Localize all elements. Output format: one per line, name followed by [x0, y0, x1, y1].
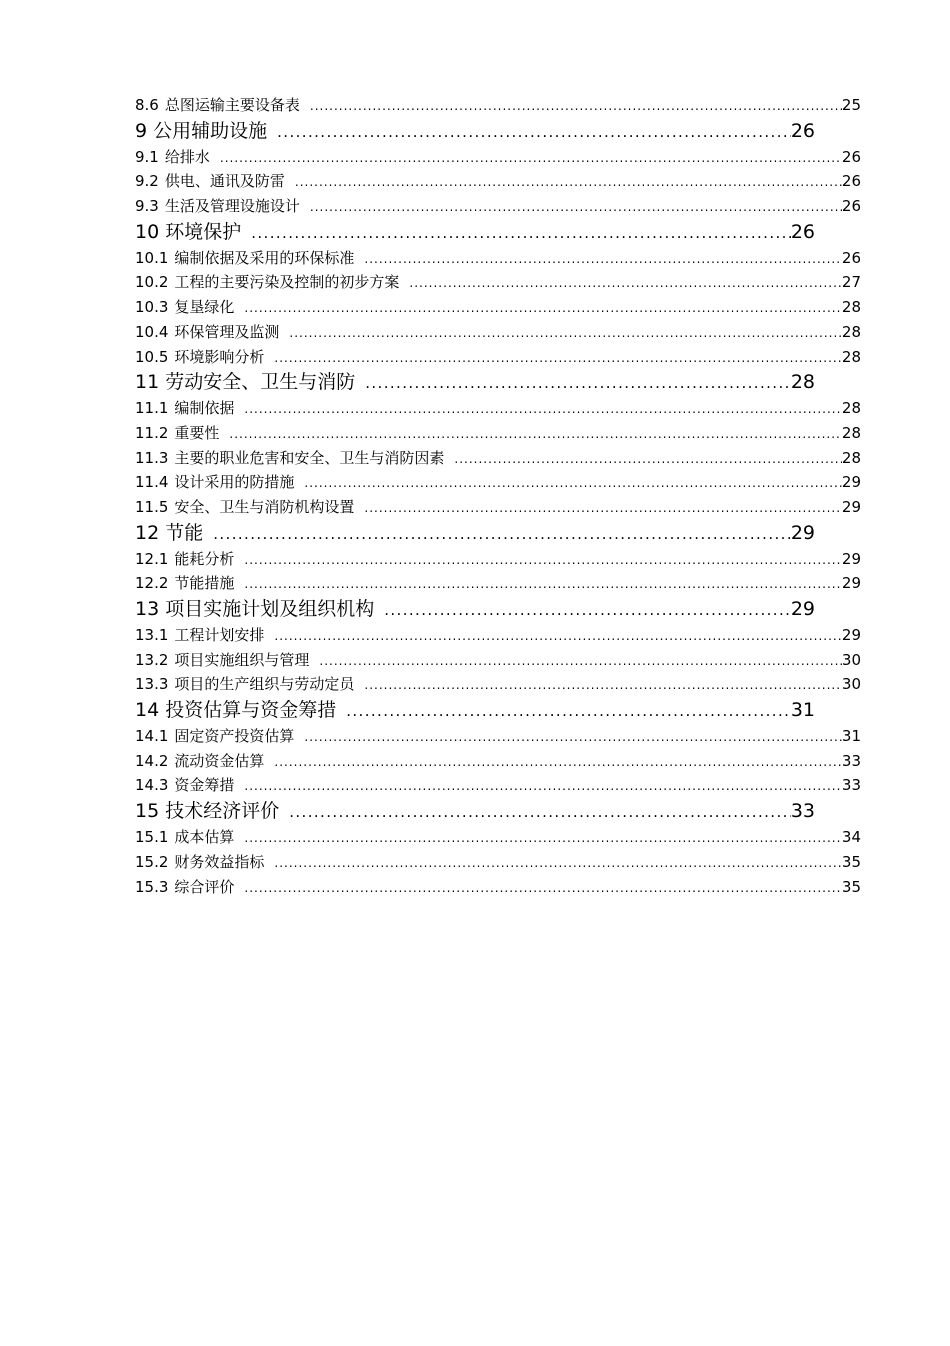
toc-entry-title: 环境影响分析: [174, 347, 265, 366]
toc-entry-title: 环保管理及监测: [174, 322, 280, 341]
toc-entry[interactable]: [135, 295, 861, 320]
toc-entry-page: 35: [841, 852, 861, 871]
toc-entry-number: 10.4: [135, 322, 169, 341]
toc-chapter-title: 节能: [165, 521, 204, 544]
toc-entry-title: 工程计划安排: [174, 626, 265, 644]
toc-entry-page: 29: [841, 497, 861, 516]
toc-entry-page: 28: [841, 322, 861, 341]
toc-entry[interactable]: [135, 495, 861, 520]
toc-entry-number: 11.3: [135, 448, 169, 467]
toc-entry-page: 29: [841, 473, 861, 492]
toc-chapter-page: 26: [790, 220, 815, 243]
toc-chapter-number: 14: [135, 699, 160, 722]
toc-leader-dots: [364, 673, 841, 698]
toc-entry-page: 28: [841, 448, 861, 467]
toc-entry[interactable]: [135, 270, 861, 295]
toc-entry-page: 29: [841, 574, 861, 593]
toc-leader-dots: [304, 471, 841, 496]
toc-entry-number: 15.1: [135, 828, 169, 847]
toc-chapter-entry[interactable]: [135, 118, 815, 145]
toc-entry-page: 35: [841, 877, 861, 896]
toc-leader-dots: [244, 826, 841, 851]
toc-entry-title: 供电、通讯及防雷: [164, 172, 285, 191]
toc-entry-title: 财务效益指标: [174, 852, 265, 871]
toc-entry-number: 11.5: [135, 497, 169, 516]
toc-entry-page: 29: [841, 549, 861, 568]
toc-chapter-page: 31: [790, 699, 815, 722]
toc-entry-number: 13.1: [135, 626, 169, 644]
toc-entry-number: 9.1: [135, 147, 159, 166]
toc-leader-dots: [365, 370, 791, 397]
toc-entry-title: 综合评价: [174, 877, 235, 896]
table-of-contents: [135, 93, 861, 899]
toc-entry-page: 27: [841, 273, 861, 292]
toc-entry[interactable]: [135, 345, 861, 370]
toc-leader-dots: [274, 346, 841, 371]
toc-entry-number: 10.2: [135, 273, 169, 292]
toc-entry-number: 13.3: [135, 675, 169, 694]
toc-entry-number: 9.3: [135, 197, 159, 216]
toc-entry-page: 28: [841, 298, 861, 317]
toc-entry-number: 15.2: [135, 852, 169, 871]
toc-leader-dots: [346, 698, 791, 725]
toc-leader-dots: [244, 397, 841, 422]
toc-leader-dots: [454, 447, 841, 472]
toc-entry[interactable]: [135, 724, 861, 749]
toc-entry-title: 安全、卫生与消防机构设置: [174, 497, 355, 516]
toc-entry[interactable]: [135, 446, 861, 471]
toc-entry-title: 编制依据及采用的环保标准: [174, 248, 355, 267]
toc-entry[interactable]: [135, 194, 861, 219]
toc-entry-number: 14.1: [135, 727, 169, 746]
toc-leader-dots: [244, 296, 841, 321]
toc-entry-title: 资金筹措: [174, 776, 235, 795]
toc-entry-page: 33: [841, 776, 861, 795]
toc-chapter-entry[interactable]: [135, 219, 815, 246]
toc-entry-title: 生活及管理设施设计: [164, 197, 300, 216]
toc-chapter-title: 技术经济评价: [165, 800, 280, 823]
toc-chapter-entry[interactable]: [135, 596, 815, 623]
toc-chapter-page: 29: [790, 598, 815, 620]
toc-entry-title: 复垦绿化: [174, 298, 235, 317]
toc-entry-number: 10.1: [135, 248, 169, 267]
toc-entry-title: 编制依据: [174, 399, 235, 418]
toc-chapter-page: 26: [790, 119, 815, 142]
toc-entry-page: 31: [841, 727, 861, 746]
toc-entry[interactable]: [135, 169, 861, 194]
toc-entry-title: 项目的生产组织与劳动定员: [174, 675, 355, 694]
toc-entry-page: 30: [841, 650, 861, 669]
toc-chapter-entry[interactable]: [135, 520, 815, 547]
toc-chapter-number: 13: [135, 598, 160, 620]
toc-leader-dots: [364, 496, 841, 521]
toc-entry[interactable]: [135, 825, 861, 850]
toc-leader-dots: [244, 876, 841, 901]
toc-chapter-page: 28: [790, 371, 815, 394]
toc-entry-title: 总图运输主要设备表: [164, 96, 300, 114]
toc-entry[interactable]: [135, 547, 861, 572]
toc-entry-page: 26: [841, 197, 861, 216]
toc-leader-dots: [310, 94, 842, 119]
toc-leader-dots: [244, 774, 841, 799]
toc-chapter-title: 公用辅助设施: [153, 119, 268, 142]
toc-chapter-entry[interactable]: [135, 798, 815, 825]
toc-entry[interactable]: [135, 850, 861, 875]
toc-entry-title: 设计采用的防措施: [174, 473, 295, 492]
toc-chapter-number: 11: [135, 371, 160, 394]
toc-entry-number: 15.3: [135, 877, 169, 896]
toc-entry-number: 12.2: [135, 574, 169, 593]
toc-chapter-entry[interactable]: [135, 369, 815, 396]
toc-leader-dots: [384, 597, 791, 624]
toc-entry-number: 8.6: [135, 96, 159, 114]
toc-leader-dots: [277, 119, 791, 146]
toc-leader-dots: [213, 521, 791, 548]
toc-entry-title: 主要的职业危害和安全、卫生与消防因素: [174, 448, 445, 467]
toc-entry-title: 固定资产投资估算: [174, 727, 295, 746]
toc-entry[interactable]: [135, 571, 861, 596]
toc-chapter-title: 环境保护: [165, 220, 242, 243]
toc-entry-number: 10.5: [135, 347, 169, 366]
toc-entry[interactable]: [135, 93, 861, 118]
toc-chapter-number: 12: [135, 521, 160, 544]
toc-entry-page: 26: [841, 147, 861, 166]
toc-chapter-page: 29: [790, 521, 815, 544]
toc-entry-page: 28: [841, 347, 861, 366]
toc-leader-dots: [274, 851, 841, 876]
toc-chapter-number: 15: [135, 800, 160, 823]
toc-entry-page: 25: [841, 96, 861, 114]
toc-leader-dots: [364, 247, 841, 272]
toc-chapter-title: 投资估算与资金筹措: [165, 699, 337, 722]
toc-entry[interactable]: [135, 773, 861, 798]
toc-chapter-title: 劳动安全、卫生与消防: [165, 371, 356, 394]
toc-leader-dots: [409, 271, 841, 296]
toc-entry-title: 给排水: [164, 147, 210, 166]
toc-chapter-title: 项目实施计划及组织机构: [165, 598, 375, 620]
toc-chapter-page: 33: [790, 800, 815, 823]
toc-entry-page: 28: [841, 423, 861, 442]
toc-entry-title: 流动资金估算: [174, 751, 265, 770]
toc-entry[interactable]: [135, 470, 861, 495]
toc-entry[interactable]: [135, 421, 861, 446]
toc-entry[interactable]: [135, 623, 861, 648]
toc-entry-number: 13.2: [135, 650, 169, 669]
toc-leader-dots: [220, 146, 842, 171]
toc-entry-page: 34: [841, 828, 861, 847]
toc-entry-number: 11.2: [135, 423, 169, 442]
toc-leader-dots: [244, 572, 841, 597]
toc-leader-dots: [310, 195, 842, 220]
toc-leader-dots: [295, 170, 842, 195]
toc-chapter-number: 9: [135, 119, 148, 142]
toc-entry[interactable]: [135, 672, 861, 697]
toc-entry[interactable]: [135, 749, 861, 774]
toc-leader-dots: [229, 422, 841, 447]
toc-entry-page: 26: [841, 248, 861, 267]
toc-entry-number: 11.1: [135, 399, 169, 418]
toc-leader-dots: [244, 548, 841, 573]
toc-leader-dots: [319, 649, 841, 674]
toc-entry-page: 26: [841, 172, 861, 191]
toc-entry-title: 节能措施: [174, 574, 235, 593]
toc-entry-number: 11.4: [135, 473, 169, 492]
toc-entry-number: 14.3: [135, 776, 169, 795]
toc-entry-title: 能耗分析: [174, 549, 235, 568]
toc-entry-number: 9.2: [135, 172, 159, 191]
toc-entry-title: 项目实施组织与管理: [174, 650, 310, 669]
toc-entry-number: 12.1: [135, 549, 169, 568]
toc-entry[interactable]: [135, 320, 861, 345]
toc-leader-dots: [274, 624, 841, 649]
toc-entry-page: 29: [841, 626, 861, 644]
toc-entry-page: 33: [841, 751, 861, 770]
toc-entry-title: 工程的主要污染及控制的初步方案: [174, 273, 400, 292]
toc-entry[interactable]: [135, 145, 861, 170]
toc-leader-dots: [274, 750, 841, 775]
toc-entry-number: 10.3: [135, 298, 169, 317]
toc-entry-number: 14.2: [135, 751, 169, 770]
toc-chapter-entry[interactable]: [135, 697, 815, 724]
toc-leader-dots: [289, 799, 791, 826]
toc-entry-title: 重要性: [174, 423, 220, 442]
toc-entry[interactable]: [135, 875, 861, 900]
toc-leader-dots: [251, 220, 791, 247]
toc-leader-dots: [289, 321, 841, 346]
toc-entry[interactable]: [135, 396, 861, 421]
toc-entry[interactable]: [135, 246, 861, 271]
toc-leader-dots: [304, 725, 841, 750]
toc-entry[interactable]: [135, 648, 861, 673]
toc-entry-page: 28: [841, 399, 861, 418]
toc-entry-page: 30: [841, 675, 861, 694]
toc-chapter-number: 10: [135, 220, 160, 243]
toc-entry-title: 成本估算: [174, 828, 235, 847]
